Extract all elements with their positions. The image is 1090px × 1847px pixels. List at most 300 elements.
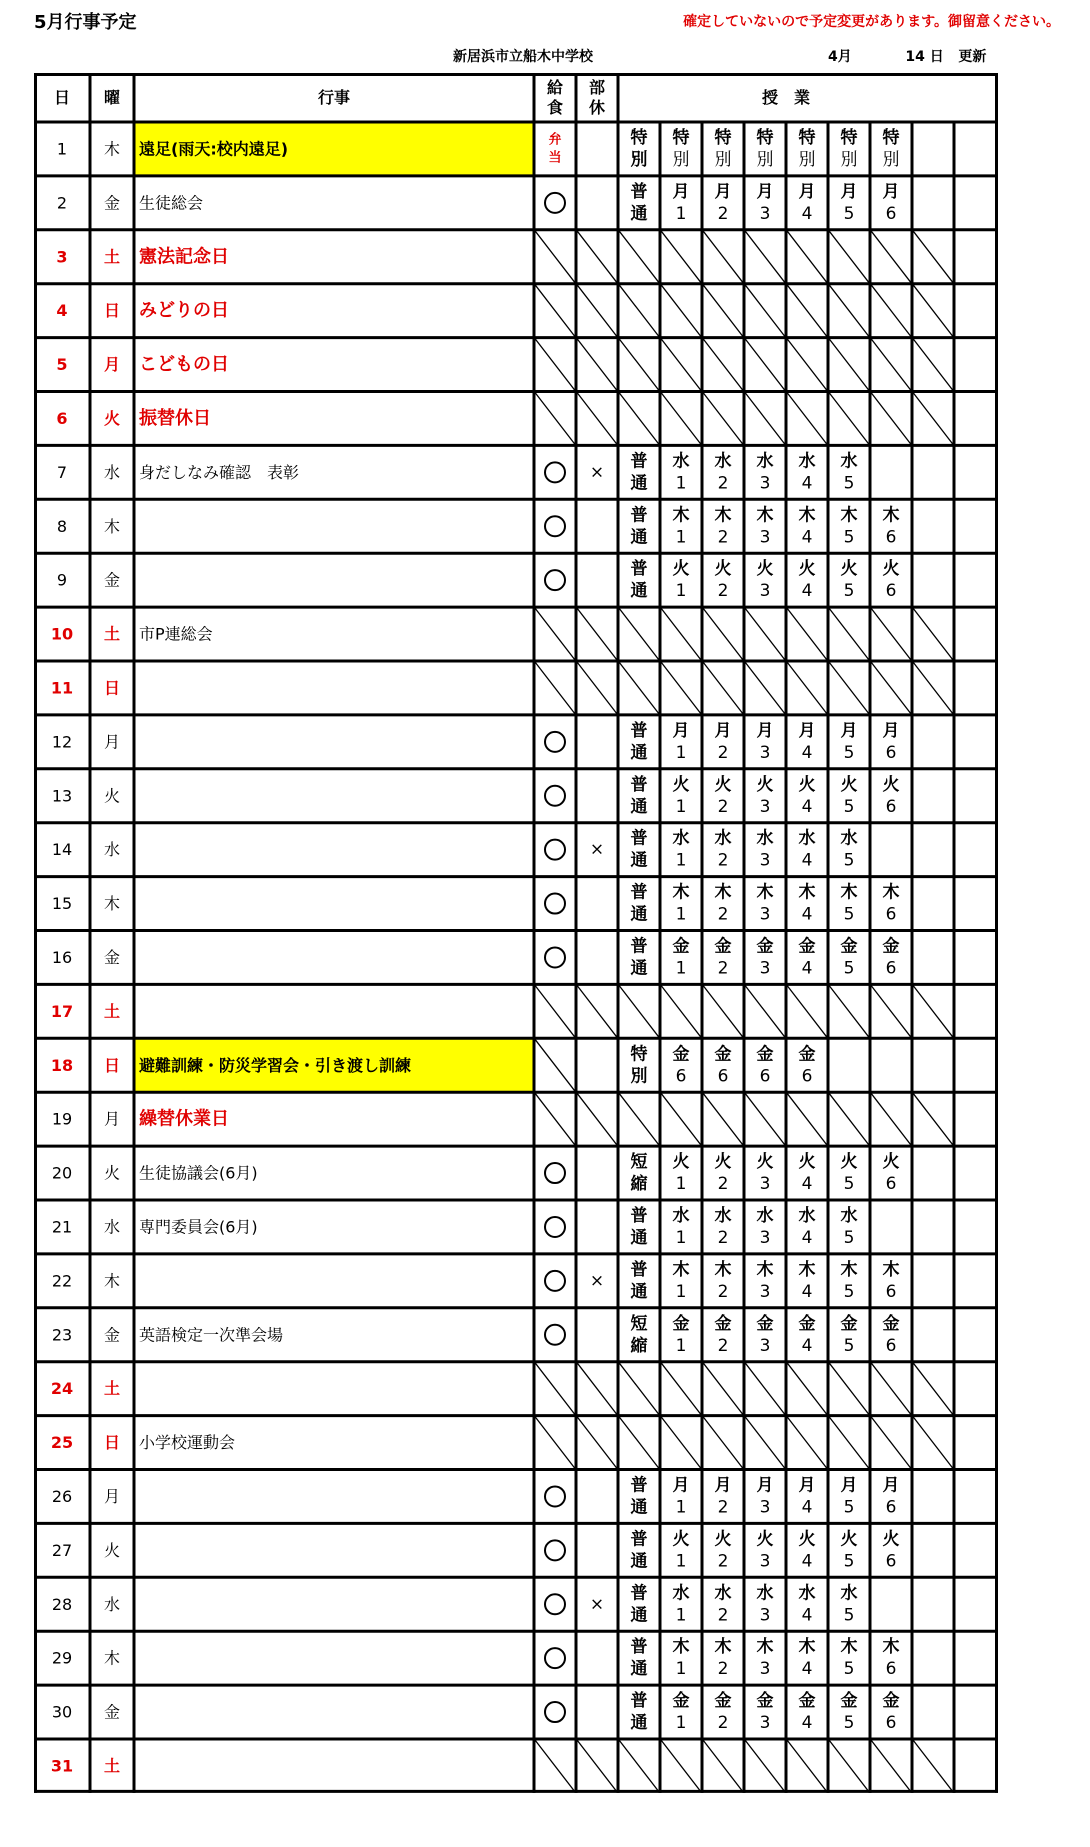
weekday: 水: [103, 462, 121, 482]
period-subject: 水: [798, 828, 816, 849]
period-number: 4: [801, 1497, 813, 1518]
weekday: 金: [103, 193, 121, 213]
no-class-slash: [913, 1363, 953, 1415]
school-name: 新居浜市立船木中学校: [453, 49, 593, 65]
period-subject: 特: [840, 127, 858, 148]
no-class-slash: [535, 339, 575, 391]
period-number: 5: [843, 904, 855, 925]
period-number: 5: [843, 742, 855, 763]
lunch-circle-icon: [545, 894, 565, 914]
period-subject: 月: [672, 1475, 690, 1496]
period-number: 5: [843, 1551, 855, 1572]
page-title: 5月行事予定: [34, 12, 137, 33]
updated-day: 14: [905, 49, 925, 65]
period-subject: 木: [882, 1259, 900, 1280]
weekday: 土: [103, 1756, 121, 1776]
no-class-slash: [871, 285, 911, 337]
period-subject: 火: [798, 774, 816, 795]
lunch-circle-icon: [545, 193, 565, 213]
period-subject: 普: [630, 1637, 648, 1658]
no-class-slash: [619, 1093, 659, 1145]
header-classes: 授 業: [761, 88, 811, 107]
period-number: 6: [717, 1066, 729, 1087]
day-number: 17: [50, 1001, 74, 1021]
period-number: 6: [885, 1713, 897, 1734]
period-number: 6: [885, 1335, 897, 1356]
period-number: 3: [759, 473, 771, 494]
period-number: 5: [843, 1713, 855, 1734]
no-class-slash: [787, 1740, 827, 1792]
period-number: 5: [843, 1227, 855, 1248]
period-number: 1: [675, 527, 687, 548]
no-class-slash: [745, 662, 785, 714]
day-number: 3: [56, 247, 68, 267]
period-subject: 水: [840, 1583, 858, 1604]
weekday: 月: [103, 1486, 121, 1506]
no-class-slash: [619, 393, 659, 445]
period-subject: 普: [630, 1205, 648, 1226]
period-number: 通: [630, 1551, 648, 1572]
period-subject: 普: [630, 1691, 648, 1712]
period-number: 3: [759, 796, 771, 817]
period-subject: 普: [630, 1583, 648, 1604]
period-subject: 木: [672, 1637, 690, 1658]
period-subject: 火: [756, 559, 774, 580]
period-number: 2: [717, 904, 729, 925]
updated-day-unit: 日: [929, 49, 944, 65]
event-text: 生徒協議会(6月): [139, 1163, 258, 1183]
period-number: 通: [630, 581, 648, 602]
period-subject: 金: [714, 1313, 732, 1334]
lunch-circle-icon: [545, 1648, 565, 1668]
day-number: 23: [51, 1325, 73, 1345]
no-class-slash: [871, 662, 911, 714]
updated-label: 更新: [958, 49, 987, 65]
no-class-slash: [745, 231, 785, 283]
event-text: 英語検定一次準会場: [139, 1325, 284, 1345]
period-subject: 木: [672, 1259, 690, 1280]
no-class-slash: [661, 231, 701, 283]
period-number: 4: [801, 904, 813, 925]
period-number: 6: [759, 1066, 771, 1087]
weekday: 火: [103, 1540, 121, 1560]
no-class-slash: [535, 1093, 575, 1145]
period-number: 3: [759, 1659, 771, 1680]
no-class-slash: [619, 339, 659, 391]
period-number: 通: [630, 1659, 648, 1680]
period-number: 通: [630, 1281, 648, 1302]
period-subject: 水: [714, 1583, 732, 1604]
weekday: 木: [103, 1648, 121, 1668]
period-subject: 木: [756, 505, 774, 526]
no-class-slash: [577, 1740, 617, 1792]
lunch-circle-icon: [545, 1271, 565, 1291]
period-number: 6: [885, 203, 897, 224]
period-number: 3: [759, 527, 771, 548]
period-subject: 金: [714, 1044, 732, 1065]
period-number: 1: [675, 904, 687, 925]
period-subject: 水: [672, 1583, 690, 1604]
weekday: 火: [103, 1163, 121, 1183]
no-class-slash: [661, 608, 701, 660]
period-number: 1: [675, 1335, 687, 1356]
period-subject: 火: [756, 774, 774, 795]
lunch-circle-icon: [545, 732, 565, 752]
period-number: 6: [675, 1066, 687, 1087]
period-number: 2: [717, 1551, 729, 1572]
period-number: 3: [759, 850, 771, 871]
period-number: 4: [801, 1551, 813, 1572]
weekday: 金: [103, 947, 121, 967]
period-number: 2: [717, 581, 729, 602]
lunch-circle-icon: [545, 462, 565, 482]
lunch-circle-icon: [545, 1217, 565, 1237]
day-number: 6: [56, 408, 68, 428]
club-break-mark: ×: [589, 1270, 605, 1291]
no-class-slash: [703, 285, 743, 337]
period-number: 3: [759, 742, 771, 763]
period-number: 1: [675, 1281, 687, 1302]
period-subject: 火: [882, 774, 900, 795]
period-number: 3: [759, 1605, 771, 1626]
no-class-slash: [871, 1363, 911, 1415]
period-number: 3: [759, 1281, 771, 1302]
period-subject: 金: [672, 1044, 690, 1065]
weekday: 水: [103, 1217, 121, 1237]
header-lunch-2: 食: [546, 98, 564, 117]
period-subject: 月: [840, 1475, 858, 1496]
no-class-slash: [829, 231, 869, 283]
period-subject: 普: [630, 882, 648, 903]
weekday: 火: [103, 408, 121, 428]
no-class-slash: [703, 1093, 743, 1145]
period-subject: 普: [630, 181, 648, 202]
no-class-slash: [577, 1093, 617, 1145]
period-subject: 金: [798, 1044, 816, 1065]
no-class-slash: [619, 608, 659, 660]
period-subject: 金: [756, 1691, 774, 1712]
no-class-slash: [577, 231, 617, 283]
period-subject: 普: [630, 720, 648, 741]
weekday: 月: [103, 732, 121, 752]
period-subject: 普: [630, 828, 648, 849]
period-number: 6: [801, 1066, 813, 1087]
period-number: 4: [801, 742, 813, 763]
no-class-slash: [661, 285, 701, 337]
period-subject: 特: [672, 127, 690, 148]
period-subject: 普: [630, 1259, 648, 1280]
weekday: 金: [103, 1702, 121, 1722]
no-class-slash: [619, 1740, 659, 1792]
period-number: 6: [885, 1551, 897, 1572]
period-number: 2: [717, 1335, 729, 1356]
period-number: 3: [759, 958, 771, 979]
period-subject: 月: [756, 181, 774, 202]
day-number: 20: [51, 1163, 73, 1183]
period-number: 5: [843, 1335, 855, 1356]
period-number: 6: [885, 742, 897, 763]
day-number: 4: [56, 301, 68, 321]
no-class-slash: [745, 393, 785, 445]
period-number: 1: [675, 1174, 687, 1195]
period-number: 5: [843, 527, 855, 548]
no-class-slash: [787, 393, 827, 445]
event-text: 小学校運動会: [139, 1433, 236, 1453]
lunch-circle-icon: [545, 516, 565, 536]
period-number: 2: [717, 1497, 729, 1518]
club-break-mark: ×: [589, 1594, 605, 1615]
period-subject: 水: [840, 828, 858, 849]
period-subject: 火: [840, 774, 858, 795]
no-class-slash: [745, 285, 785, 337]
no-class-slash: [661, 1363, 701, 1415]
period-subject: 木: [798, 882, 816, 903]
period-number: 5: [843, 473, 855, 494]
period-number: 6: [885, 581, 897, 602]
event-text: 専門委員会(6月): [139, 1217, 258, 1237]
day-number: 1: [56, 139, 68, 159]
no-class-slash: [829, 1363, 869, 1415]
no-class-slash: [661, 662, 701, 714]
period-subject: 月: [798, 720, 816, 741]
no-class-slash: [913, 1093, 953, 1145]
period-number: 2: [717, 796, 729, 817]
header-lunch-1: 給: [546, 78, 564, 97]
period-subject: 木: [672, 882, 690, 903]
day-number: 14: [51, 840, 73, 860]
no-class-slash: [577, 393, 617, 445]
weekday: 月: [103, 355, 121, 375]
no-class-slash: [829, 285, 869, 337]
lunch-circle-icon: [545, 840, 565, 860]
lunch-circle-icon: [545, 1702, 565, 1722]
event-text: みどりの日: [139, 300, 229, 322]
day-number: 5: [56, 355, 68, 375]
lunch-circle-icon: [545, 1594, 565, 1614]
period-number: 6: [885, 1174, 897, 1195]
period-number: 2: [717, 742, 729, 763]
weekday: 土: [103, 1001, 121, 1021]
period-number: 通: [630, 1713, 648, 1734]
weekday: 月: [103, 1109, 121, 1129]
no-class-slash: [745, 339, 785, 391]
period-number: 通: [630, 1497, 648, 1518]
period-number: 3: [759, 904, 771, 925]
period-number: 5: [843, 796, 855, 817]
period-number: 通: [630, 958, 648, 979]
lunch-circle-icon: [545, 1325, 565, 1345]
period-subject: 金: [840, 1691, 858, 1712]
event-text: こどもの日: [139, 354, 229, 376]
no-class-slash: [787, 1093, 827, 1145]
period-number: 別: [630, 149, 648, 170]
day-number: 31: [50, 1756, 74, 1776]
period-number: 4: [801, 850, 813, 871]
weekday: 土: [103, 624, 121, 644]
weekday: 木: [103, 516, 121, 536]
day-number: 27: [51, 1540, 73, 1560]
no-class-slash: [829, 608, 869, 660]
period-number: 5: [843, 1605, 855, 1626]
period-subject: 普: [630, 505, 648, 526]
day-number: 8: [56, 516, 68, 536]
period-subject: 木: [798, 1637, 816, 1658]
no-class-slash: [535, 231, 575, 283]
lunch-bento: 弁: [548, 132, 562, 148]
no-class-slash: [913, 393, 953, 445]
period-subject: 木: [672, 505, 690, 526]
period-subject: 金: [882, 1691, 900, 1712]
period-subject: 金: [672, 1313, 690, 1334]
period-subject: 月: [672, 720, 690, 741]
no-class-slash: [619, 285, 659, 337]
period-number: 4: [801, 1227, 813, 1248]
period-number: 通: [630, 203, 648, 224]
no-class-slash: [577, 1417, 617, 1469]
no-class-slash: [913, 1740, 953, 1792]
period-subject: 金: [798, 1691, 816, 1712]
period-subject: 特: [630, 127, 648, 148]
no-class-slash: [535, 985, 575, 1037]
no-class-slash: [829, 985, 869, 1037]
no-class-slash: [829, 662, 869, 714]
period-number: 1: [675, 1497, 687, 1518]
period-number: 2: [717, 1174, 729, 1195]
day-number: 15: [51, 894, 73, 914]
period-number: 1: [675, 850, 687, 871]
no-class-slash: [661, 339, 701, 391]
period-number: 別: [798, 149, 816, 170]
period-subject: 火: [714, 559, 732, 580]
period-subject: 火: [840, 1529, 858, 1550]
period-number: 別: [882, 149, 900, 170]
day-number: 10: [50, 624, 74, 644]
period-subject: 月: [840, 720, 858, 741]
period-subject: 月: [840, 181, 858, 202]
no-class-slash: [703, 339, 743, 391]
period-subject: 特: [798, 127, 816, 148]
no-class-slash: [787, 608, 827, 660]
period-number: 5: [843, 581, 855, 602]
no-class-slash: [703, 1363, 743, 1415]
period-number: 1: [675, 1605, 687, 1626]
period-subject: 木: [756, 1637, 774, 1658]
no-class-slash: [661, 393, 701, 445]
period-subject: 月: [756, 1475, 774, 1496]
no-class-slash: [871, 231, 911, 283]
day-number: 18: [50, 1055, 74, 1075]
period-subject: 木: [840, 1259, 858, 1280]
period-number: 1: [675, 742, 687, 763]
period-subject: 金: [882, 936, 900, 957]
period-number: 6: [885, 958, 897, 979]
weekday: 木: [103, 894, 121, 914]
no-class-slash: [619, 1417, 659, 1469]
weekday: 日: [103, 1433, 121, 1453]
period-number: 4: [801, 203, 813, 224]
no-class-slash: [619, 1363, 659, 1415]
period-subject: 月: [882, 720, 900, 741]
no-class-slash: [871, 985, 911, 1037]
day-number: 29: [51, 1648, 73, 1668]
no-lunch-slash: [535, 1039, 575, 1091]
no-class-slash: [535, 1363, 575, 1415]
no-class-slash: [871, 608, 911, 660]
period-number: 5: [843, 1281, 855, 1302]
no-class-slash: [745, 1417, 785, 1469]
updated-month-unit: 月: [837, 49, 852, 65]
period-subject: 水: [714, 1205, 732, 1226]
period-subject: 木: [714, 1637, 732, 1658]
period-number: 2: [717, 1713, 729, 1734]
weekday: 木: [103, 1271, 121, 1291]
period-subject: 金: [756, 1044, 774, 1065]
no-class-slash: [913, 608, 953, 660]
period-subject: 月: [714, 181, 732, 202]
period-number: 別: [840, 149, 858, 170]
period-number: 4: [801, 796, 813, 817]
lunch-circle-icon: [545, 1163, 565, 1183]
period-number: 2: [717, 527, 729, 548]
lunch-circle-icon: [545, 786, 565, 806]
day-number: 2: [56, 193, 68, 213]
period-subject: 水: [756, 1583, 774, 1604]
period-subject: 木: [882, 882, 900, 903]
no-class-slash: [535, 393, 575, 445]
period-subject: 月: [882, 1475, 900, 1496]
period-subject: 月: [714, 1475, 732, 1496]
no-class-slash: [787, 285, 827, 337]
period-number: 2: [717, 203, 729, 224]
period-number: 5: [843, 1497, 855, 1518]
event-text: 遠足(雨天:校内遠足): [139, 139, 289, 159]
weekday: 水: [103, 1594, 121, 1614]
period-subject: 火: [756, 1529, 774, 1550]
day-number: 21: [51, 1217, 73, 1237]
no-class-slash: [619, 985, 659, 1037]
period-number: 1: [675, 203, 687, 224]
period-subject: 水: [840, 451, 858, 472]
period-number: 通: [630, 850, 648, 871]
day-number: 7: [56, 462, 68, 482]
period-subject: 短: [630, 1152, 648, 1173]
no-class-slash: [913, 339, 953, 391]
day-number: 9: [56, 570, 68, 590]
period-number: 3: [759, 1227, 771, 1248]
no-class-slash: [619, 662, 659, 714]
period-number: 4: [801, 527, 813, 548]
schedule-table: [34, 73, 1057, 1816]
no-class-slash: [913, 231, 953, 283]
period-subject: 木: [798, 505, 816, 526]
period-number: 4: [801, 1605, 813, 1626]
period-number: 6: [885, 527, 897, 548]
period-subject: 特: [630, 1044, 648, 1065]
period-subject: 木: [714, 1259, 732, 1280]
period-number: 5: [843, 958, 855, 979]
period-number: 縮: [630, 1174, 648, 1195]
period-subject: 金: [672, 936, 690, 957]
period-subject: 月: [672, 181, 690, 202]
period-number: 2: [717, 1281, 729, 1302]
period-number: 1: [675, 1713, 687, 1734]
period-subject: 金: [798, 1313, 816, 1334]
period-subject: 特: [756, 127, 774, 148]
change-notice: 確定していないので予定変更があります。御留意ください。: [683, 14, 1060, 30]
period-number: 6: [885, 1659, 897, 1680]
no-class-slash: [703, 985, 743, 1037]
period-number: 4: [801, 581, 813, 602]
